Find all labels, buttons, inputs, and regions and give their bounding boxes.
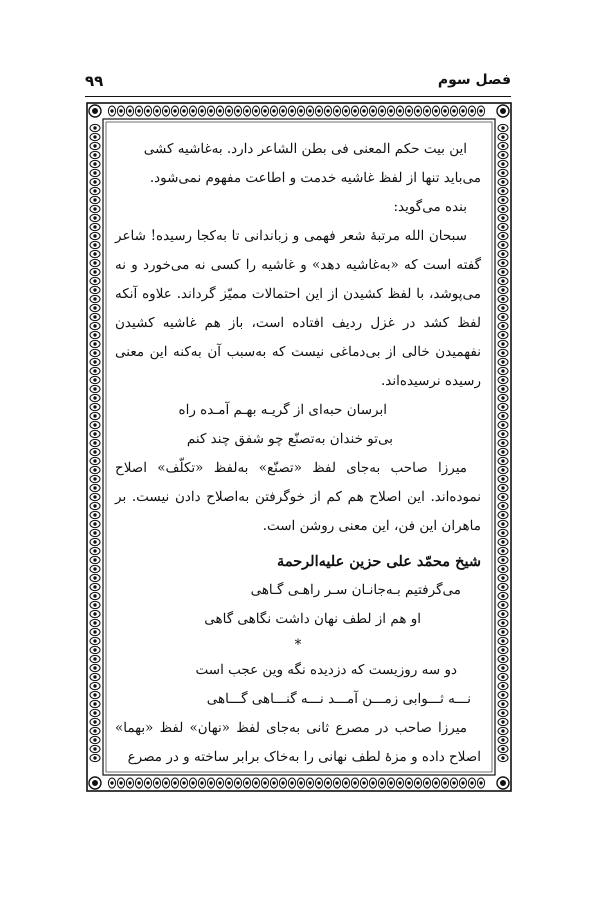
verse-line: او هم از لطف نهان داشت نگاهی گاهی [204, 611, 421, 627]
paragraph: میرزا صاحب در مصرع ثانی به‌جای لفظ «نهان» لفظ «بهما» اصلاح داده و مزهٔ لطف نهانی را به‌خاک برابر ساخته و در مصرع [115, 720, 481, 765]
page-body [115, 135, 481, 775]
paragraph-line: بنده می‌گوید: [393, 199, 467, 215]
paragraph: میرزا صاحب به‌جای لفظ «تصنّع» به‌لفظ «تکلّف» اصلاح نموده‌اند. این اصلاح هم کم از خوگرفتن به‌اصلاح دادن نیست. بر ماهران این فن، این معنی روشن است. [115, 460, 481, 534]
paragraph: سبحان الله مرتبهٔ شعر فهمی و زباندانی تا به‌کجا رسیده! شاعر گفته است که «به‌غاشیه دهد» و غاشیه را کسی نه می‌خورد و نه می‌پوشد، با لفظ کشیدن از این احتمالات ممیّز گرداند. علاوه آنکه لفظ کشد در غزل ردیف افتاده است، باز هم غاشیه کشیدن نفهمیدن خالی از بی‌دماغی نیست که به‌سبب آن به‌کنه این معنی رسیده نرسیده‌اند. [115, 228, 481, 389]
page-header [85, 72, 511, 98]
header-rule [85, 96, 511, 97]
page-number: ۹۹ [85, 72, 104, 90]
verse-line: دو سه روزیست که دزدیده نگه وین عجب است [195, 662, 457, 678]
verse-separator: * [294, 637, 302, 653]
section-heading: شیخ محمّد علی حزین علیه‌الرحمة [277, 553, 481, 570]
verse-line: می‌گرفتیم بـه‌جانـان سـر راهـی گـاهی [250, 582, 461, 598]
chapter-title: فصل سوم [437, 72, 511, 88]
verse-line: ابرسان حبه‌ای از گریـه بهـم آمـده راه [178, 402, 387, 418]
paragraph-line: می‌باید تنها از لفظ غاشیه خدمت و اطاعت مفهوم نمی‌شود. [149, 170, 481, 186]
verse-line: بی‌تو خندان به‌تصنّع چو شفق چند کنم [186, 431, 393, 447]
paragraph-line: این بیت حکم المعنی فی بطن الشاعر دارد. به‌غاشیه کشی [143, 141, 467, 157]
verse-line: نـــه ثـــوابی زمـــن آمـــد نـــه گنـــاهی گـــاهی [206, 691, 471, 707]
